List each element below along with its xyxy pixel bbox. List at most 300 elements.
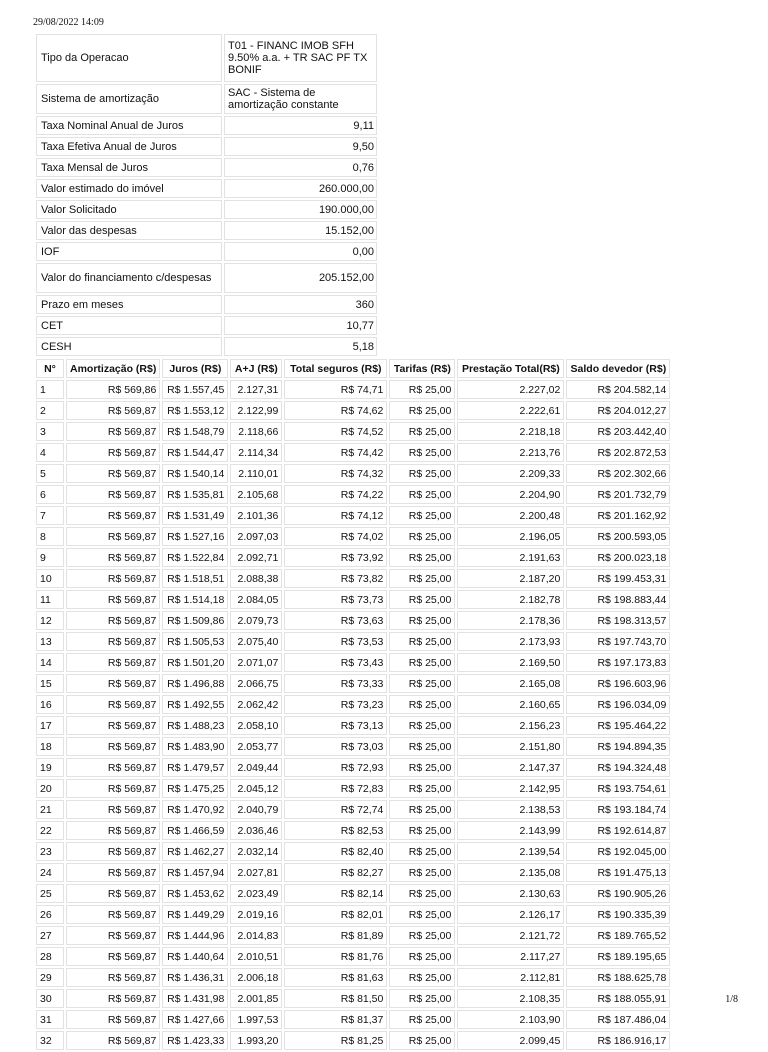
cell-amortization: R$ 569,87: [66, 905, 160, 924]
summary-row: [36, 221, 377, 240]
cell-amort-plus-interest: 2.062,42: [230, 695, 282, 714]
cell-outstanding-balance: R$ 189.195,65: [566, 947, 670, 966]
table-row: [36, 674, 670, 693]
cell-outstanding-balance: R$ 198.313,57: [566, 611, 670, 630]
cell-number: 29: [36, 968, 64, 987]
table-row: [36, 380, 670, 399]
cell-number: 8: [36, 527, 64, 546]
cell-outstanding-balance: R$ 192.045,00: [566, 842, 670, 861]
cell-amort-plus-interest: 1.997,53: [230, 1010, 282, 1029]
cell-number: 11: [36, 590, 64, 609]
cell-total-installment: 2.222,61: [457, 401, 564, 420]
table-row: [36, 926, 670, 945]
summary-value: 15.152,00: [224, 221, 377, 240]
col-header-insurance: Total seguros (R$): [284, 359, 387, 378]
cell-total-installment: 2.117,27: [457, 947, 564, 966]
cell-outstanding-balance: R$ 186.916,17: [566, 1031, 670, 1050]
summary-label: Taxa Efetiva Anual de Juros: [36, 137, 222, 156]
cell-insurance: R$ 82,27: [284, 863, 387, 882]
cell-number: 25: [36, 884, 64, 903]
cell-amort-plus-interest: 2.045,12: [230, 779, 282, 798]
cell-amortization: R$ 569,86: [66, 380, 160, 399]
cell-total-installment: 2.218,18: [457, 422, 564, 441]
summary-label: Valor estimado do imóvel: [36, 179, 222, 198]
cell-fees: R$ 25,00: [389, 737, 455, 756]
cell-interest: R$ 1.505,53: [162, 632, 228, 651]
cell-interest: R$ 1.431,98: [162, 989, 228, 1008]
cell-insurance: R$ 74,22: [284, 485, 387, 504]
cell-outstanding-balance: R$ 190.905,26: [566, 884, 670, 903]
cell-amortization: R$ 569,87: [66, 1010, 160, 1029]
print-timestamp: 29/08/2022 14:09: [33, 17, 104, 28]
cell-amort-plus-interest: 2.110,01: [230, 464, 282, 483]
cell-amortization: R$ 569,87: [66, 443, 160, 462]
cell-number: 32: [36, 1031, 64, 1050]
cell-amort-plus-interest: 2.032,14: [230, 842, 282, 861]
cell-amortization: R$ 569,87: [66, 485, 160, 504]
cell-insurance: R$ 73,43: [284, 653, 387, 672]
cell-total-installment: 2.169,50: [457, 653, 564, 672]
cell-amort-plus-interest: 2.097,03: [230, 527, 282, 546]
summary-value: 0,00: [224, 242, 377, 261]
cell-insurance: R$ 82,01: [284, 905, 387, 924]
cell-insurance: R$ 74,12: [284, 506, 387, 525]
cell-total-installment: 2.182,78: [457, 590, 564, 609]
cell-number: 2: [36, 401, 64, 420]
cell-outstanding-balance: R$ 188.625,78: [566, 968, 670, 987]
cell-interest: R$ 1.531,49: [162, 506, 228, 525]
cell-interest: R$ 1.557,45: [162, 380, 228, 399]
cell-number: 27: [36, 926, 64, 945]
cell-number: 26: [36, 905, 64, 924]
cell-interest: R$ 1.527,16: [162, 527, 228, 546]
cell-total-installment: 2.126,17: [457, 905, 564, 924]
table-row: [36, 863, 670, 882]
cell-insurance: R$ 73,73: [284, 590, 387, 609]
cell-number: 9: [36, 548, 64, 567]
cell-amortization: R$ 569,87: [66, 716, 160, 735]
cell-fees: R$ 25,00: [389, 674, 455, 693]
cell-interest: R$ 1.470,92: [162, 800, 228, 819]
cell-insurance: R$ 74,02: [284, 527, 387, 546]
cell-fees: R$ 25,00: [389, 548, 455, 567]
cell-fees: R$ 25,00: [389, 611, 455, 630]
cell-amortization: R$ 569,87: [66, 947, 160, 966]
cell-interest: R$ 1.466,59: [162, 821, 228, 840]
cell-number: 3: [36, 422, 64, 441]
summary-row: [36, 179, 377, 198]
cell-amortization: R$ 569,87: [66, 632, 160, 651]
summary-label: Taxa Mensal de Juros: [36, 158, 222, 177]
schedule-header-row: [36, 359, 670, 378]
table-row: [36, 653, 670, 672]
cell-interest: R$ 1.483,90: [162, 737, 228, 756]
cell-insurance: R$ 73,63: [284, 611, 387, 630]
cell-interest: R$ 1.509,86: [162, 611, 228, 630]
cell-insurance: R$ 82,14: [284, 884, 387, 903]
table-row: [36, 464, 670, 483]
cell-fees: R$ 25,00: [389, 905, 455, 924]
cell-interest: R$ 1.479,57: [162, 758, 228, 777]
cell-number: 20: [36, 779, 64, 798]
cell-insurance: R$ 81,50: [284, 989, 387, 1008]
cell-fees: R$ 25,00: [389, 842, 455, 861]
cell-total-installment: 2.227,02: [457, 380, 564, 399]
cell-fees: R$ 25,00: [389, 1010, 455, 1029]
cell-outstanding-balance: R$ 194.324,48: [566, 758, 670, 777]
cell-insurance: R$ 74,42: [284, 443, 387, 462]
cell-outstanding-balance: R$ 187.486,04: [566, 1010, 670, 1029]
cell-insurance: R$ 73,23: [284, 695, 387, 714]
cell-amort-plus-interest: 2.088,38: [230, 569, 282, 588]
summary-value: 360: [224, 295, 377, 314]
cell-amortization: R$ 569,87: [66, 989, 160, 1008]
cell-fees: R$ 25,00: [389, 821, 455, 840]
cell-fees: R$ 25,00: [389, 485, 455, 504]
cell-amortization: R$ 569,87: [66, 758, 160, 777]
summary-value: 9,11: [224, 116, 377, 135]
cell-amort-plus-interest: 2.075,40: [230, 632, 282, 651]
table-row: [36, 989, 670, 1008]
table-row: [36, 443, 670, 462]
summary-label: Prazo em meses: [36, 295, 222, 314]
cell-fees: R$ 25,00: [389, 506, 455, 525]
cell-amort-plus-interest: 2.084,05: [230, 590, 282, 609]
cell-fees: R$ 25,00: [389, 716, 455, 735]
cell-total-installment: 2.151,80: [457, 737, 564, 756]
cell-insurance: R$ 73,03: [284, 737, 387, 756]
table-row: [36, 779, 670, 798]
cell-fees: R$ 25,00: [389, 800, 455, 819]
table-row: [36, 842, 670, 861]
summary-row: [36, 242, 377, 261]
cell-number: 30: [36, 989, 64, 1008]
cell-insurance: R$ 81,37: [284, 1010, 387, 1029]
cell-outstanding-balance: R$ 198.883,44: [566, 590, 670, 609]
cell-amortization: R$ 569,87: [66, 884, 160, 903]
cell-interest: R$ 1.449,29: [162, 905, 228, 924]
summary-label: CESH: [36, 337, 222, 356]
cell-amortization: R$ 569,87: [66, 548, 160, 567]
cell-amortization: R$ 569,87: [66, 842, 160, 861]
cell-insurance: R$ 73,82: [284, 569, 387, 588]
cell-insurance: R$ 81,25: [284, 1031, 387, 1050]
cell-number: 12: [36, 611, 64, 630]
cell-fees: R$ 25,00: [389, 989, 455, 1008]
cell-number: 6: [36, 485, 64, 504]
summary-value: 190.000,00: [224, 200, 377, 219]
cell-fees: R$ 25,00: [389, 695, 455, 714]
summary-value: 9,50: [224, 137, 377, 156]
cell-amortization: R$ 569,87: [66, 695, 160, 714]
cell-interest: R$ 1.488,23: [162, 716, 228, 735]
cell-outstanding-balance: R$ 196.603,96: [566, 674, 670, 693]
cell-total-installment: 2.103,90: [457, 1010, 564, 1029]
cell-insurance: R$ 74,52: [284, 422, 387, 441]
cell-number: 14: [36, 653, 64, 672]
cell-amort-plus-interest: 2.027,81: [230, 863, 282, 882]
cell-insurance: R$ 73,13: [284, 716, 387, 735]
cell-outstanding-balance: R$ 202.302,66: [566, 464, 670, 483]
table-row: [36, 800, 670, 819]
cell-interest: R$ 1.457,94: [162, 863, 228, 882]
cell-amort-plus-interest: 2.014,83: [230, 926, 282, 945]
cell-amort-plus-interest: 2.092,71: [230, 548, 282, 567]
table-row: [36, 590, 670, 609]
cell-fees: R$ 25,00: [389, 884, 455, 903]
summary-row: [36, 316, 377, 335]
cell-insurance: R$ 82,40: [284, 842, 387, 861]
cell-fees: R$ 25,00: [389, 968, 455, 987]
cell-total-installment: 2.121,72: [457, 926, 564, 945]
table-row: [36, 1010, 670, 1029]
cell-outstanding-balance: R$ 193.754,61: [566, 779, 670, 798]
summary-value: 5,18: [224, 337, 377, 356]
summary-value: 0,76: [224, 158, 377, 177]
cell-fees: R$ 25,00: [389, 947, 455, 966]
cell-interest: R$ 1.423,33: [162, 1031, 228, 1050]
table-row: [36, 968, 670, 987]
cell-insurance: R$ 81,63: [284, 968, 387, 987]
cell-fees: R$ 25,00: [389, 401, 455, 420]
cell-total-installment: 2.130,63: [457, 884, 564, 903]
cell-number: 22: [36, 821, 64, 840]
cell-total-installment: 2.108,35: [457, 989, 564, 1008]
cell-total-installment: 2.187,20: [457, 569, 564, 588]
summary-label: Tipo da Operacao: [36, 34, 222, 82]
cell-amortization: R$ 569,87: [66, 653, 160, 672]
cell-number: 28: [36, 947, 64, 966]
cell-interest: R$ 1.501,20: [162, 653, 228, 672]
cell-amort-plus-interest: 2.036,46: [230, 821, 282, 840]
summary-label: Sistema de amortização: [36, 84, 222, 114]
cell-outstanding-balance: R$ 189.765,52: [566, 926, 670, 945]
summary-value: SAC - Sistema de amortização constante: [224, 84, 377, 114]
table-row: [36, 737, 670, 756]
cell-total-installment: 2.204,90: [457, 485, 564, 504]
cell-total-installment: 2.142,95: [457, 779, 564, 798]
cell-amort-plus-interest: 1.993,20: [230, 1031, 282, 1050]
cell-fees: R$ 25,00: [389, 422, 455, 441]
cell-interest: R$ 1.522,84: [162, 548, 228, 567]
table-row: [36, 422, 670, 441]
cell-amort-plus-interest: 2.040,79: [230, 800, 282, 819]
cell-outstanding-balance: R$ 197.173,83: [566, 653, 670, 672]
cell-amortization: R$ 569,87: [66, 506, 160, 525]
cell-fees: R$ 25,00: [389, 758, 455, 777]
cell-total-installment: 2.135,08: [457, 863, 564, 882]
cell-fees: R$ 25,00: [389, 569, 455, 588]
cell-amort-plus-interest: 2.101,36: [230, 506, 282, 525]
cell-outstanding-balance: R$ 191.475,13: [566, 863, 670, 882]
cell-total-installment: 2.160,65: [457, 695, 564, 714]
table-row: [36, 506, 670, 525]
summary-label: Valor do financiamento c/despesas: [36, 263, 222, 293]
cell-outstanding-balance: R$ 202.872,53: [566, 443, 670, 462]
cell-amort-plus-interest: 2.066,75: [230, 674, 282, 693]
cell-interest: R$ 1.440,64: [162, 947, 228, 966]
cell-amortization: R$ 569,87: [66, 926, 160, 945]
cell-fees: R$ 25,00: [389, 653, 455, 672]
cell-fees: R$ 25,00: [389, 863, 455, 882]
summary-label: CET: [36, 316, 222, 335]
page-number: 1/8: [725, 994, 738, 1005]
cell-interest: R$ 1.453,62: [162, 884, 228, 903]
cell-amort-plus-interest: 2.058,10: [230, 716, 282, 735]
cell-total-installment: 2.200,48: [457, 506, 564, 525]
cell-outstanding-balance: R$ 194.894,35: [566, 737, 670, 756]
cell-amort-plus-interest: 2.010,51: [230, 947, 282, 966]
cell-amort-plus-interest: 2.127,31: [230, 380, 282, 399]
cell-amortization: R$ 569,87: [66, 1031, 160, 1050]
summary-row: [36, 34, 377, 82]
cell-number: 7: [36, 506, 64, 525]
cell-total-installment: 2.139,54: [457, 842, 564, 861]
cell-insurance: R$ 82,53: [284, 821, 387, 840]
summary-label: IOF: [36, 242, 222, 261]
col-header-outstanding-balance: Saldo devedor (R$): [566, 359, 670, 378]
cell-total-installment: 2.147,37: [457, 758, 564, 777]
cell-number: 4: [36, 443, 64, 462]
cell-total-installment: 2.138,53: [457, 800, 564, 819]
cell-interest: R$ 1.544,47: [162, 443, 228, 462]
cell-number: 23: [36, 842, 64, 861]
cell-fees: R$ 25,00: [389, 1031, 455, 1050]
summary-row: [36, 116, 377, 135]
col-header-amort-plus-interest: A+J (R$): [230, 359, 282, 378]
cell-insurance: R$ 72,83: [284, 779, 387, 798]
cell-number: 21: [36, 800, 64, 819]
cell-insurance: R$ 81,89: [284, 926, 387, 945]
cell-fees: R$ 25,00: [389, 527, 455, 546]
cell-amortization: R$ 569,87: [66, 569, 160, 588]
cell-insurance: R$ 73,53: [284, 632, 387, 651]
summary-value: T01 - FINANC IMOB SFH 9.50% a.a. + TR SAC PF TX BONIF: [224, 34, 377, 82]
cell-insurance: R$ 74,71: [284, 380, 387, 399]
cell-amort-plus-interest: 2.114,34: [230, 443, 282, 462]
summary-label: Taxa Nominal Anual de Juros: [36, 116, 222, 135]
cell-outstanding-balance: R$ 195.464,22: [566, 716, 670, 735]
cell-outstanding-balance: R$ 192.614,87: [566, 821, 670, 840]
cell-total-installment: 2.191,63: [457, 548, 564, 567]
summary-row: [36, 337, 377, 356]
cell-interest: R$ 1.540,14: [162, 464, 228, 483]
summary-row: [36, 137, 377, 156]
cell-interest: R$ 1.514,18: [162, 590, 228, 609]
cell-amortization: R$ 569,87: [66, 674, 160, 693]
summary-label: Valor Solicitado: [36, 200, 222, 219]
summary-row: [36, 200, 377, 219]
cell-insurance: R$ 72,93: [284, 758, 387, 777]
cell-number: 16: [36, 695, 64, 714]
cell-number: 10: [36, 569, 64, 588]
cell-amortization: R$ 569,87: [66, 464, 160, 483]
cell-insurance: R$ 81,76: [284, 947, 387, 966]
cell-amortization: R$ 569,87: [66, 590, 160, 609]
table-row: [36, 716, 670, 735]
cell-interest: R$ 1.553,12: [162, 401, 228, 420]
cell-amort-plus-interest: 2.071,07: [230, 653, 282, 672]
cell-number: 18: [36, 737, 64, 756]
table-row: [36, 611, 670, 630]
table-row: [36, 527, 670, 546]
cell-total-installment: 2.165,08: [457, 674, 564, 693]
cell-amort-plus-interest: 2.019,16: [230, 905, 282, 924]
cell-amortization: R$ 569,87: [66, 821, 160, 840]
cell-amort-plus-interest: 2.023,49: [230, 884, 282, 903]
cell-amort-plus-interest: 2.118,66: [230, 422, 282, 441]
cell-outstanding-balance: R$ 201.732,79: [566, 485, 670, 504]
col-header-fees: Tarifas (R$): [389, 359, 455, 378]
cell-amortization: R$ 569,87: [66, 737, 160, 756]
cell-number: 17: [36, 716, 64, 735]
summary-value: 260.000,00: [224, 179, 377, 198]
table-row: [36, 821, 670, 840]
cell-total-installment: 2.156,23: [457, 716, 564, 735]
cell-amortization: R$ 569,87: [66, 968, 160, 987]
cell-amortization: R$ 569,87: [66, 779, 160, 798]
cell-total-installment: 2.143,99: [457, 821, 564, 840]
cell-amortization: R$ 569,87: [66, 527, 160, 546]
cell-amort-plus-interest: 2.049,44: [230, 758, 282, 777]
cell-outstanding-balance: R$ 193.184,74: [566, 800, 670, 819]
cell-total-installment: 2.196,05: [457, 527, 564, 546]
table-row: [36, 695, 670, 714]
cell-total-installment: 2.213,76: [457, 443, 564, 462]
cell-amort-plus-interest: 2.105,68: [230, 485, 282, 504]
cell-outstanding-balance: R$ 200.023,18: [566, 548, 670, 567]
cell-interest: R$ 1.496,88: [162, 674, 228, 693]
cell-outstanding-balance: R$ 190.335,39: [566, 905, 670, 924]
cell-insurance: R$ 74,62: [284, 401, 387, 420]
cell-fees: R$ 25,00: [389, 464, 455, 483]
cell-interest: R$ 1.427,66: [162, 1010, 228, 1029]
cell-insurance: R$ 73,33: [284, 674, 387, 693]
financing-summary-table: [34, 32, 379, 358]
cell-fees: R$ 25,00: [389, 380, 455, 399]
cell-amortization: R$ 569,87: [66, 800, 160, 819]
cell-amortization: R$ 569,87: [66, 401, 160, 420]
cell-amort-plus-interest: 2.053,77: [230, 737, 282, 756]
cell-fees: R$ 25,00: [389, 590, 455, 609]
cell-outstanding-balance: R$ 201.162,92: [566, 506, 670, 525]
col-header-amortization: Amortização (R$): [66, 359, 160, 378]
cell-fees: R$ 25,00: [389, 632, 455, 651]
cell-interest: R$ 1.492,55: [162, 695, 228, 714]
cell-interest: R$ 1.535,81: [162, 485, 228, 504]
cell-insurance: R$ 74,32: [284, 464, 387, 483]
cell-interest: R$ 1.436,31: [162, 968, 228, 987]
col-header-number: N°: [36, 359, 64, 378]
cell-amort-plus-interest: 2.001,85: [230, 989, 282, 1008]
cell-outstanding-balance: R$ 204.012,27: [566, 401, 670, 420]
cell-fees: R$ 25,00: [389, 779, 455, 798]
cell-outstanding-balance: R$ 203.442,40: [566, 422, 670, 441]
table-row: [36, 485, 670, 504]
cell-total-installment: 2.209,33: [457, 464, 564, 483]
table-row: [36, 548, 670, 567]
table-row: [36, 632, 670, 651]
table-row: [36, 947, 670, 966]
cell-outstanding-balance: R$ 197.743,70: [566, 632, 670, 651]
cell-amort-plus-interest: 2.006,18: [230, 968, 282, 987]
summary-row: [36, 295, 377, 314]
cell-number: 1: [36, 380, 64, 399]
cell-amortization: R$ 569,87: [66, 611, 160, 630]
cell-total-installment: 2.173,93: [457, 632, 564, 651]
amortization-schedule-table: [34, 357, 672, 1052]
cell-amortization: R$ 569,87: [66, 422, 160, 441]
